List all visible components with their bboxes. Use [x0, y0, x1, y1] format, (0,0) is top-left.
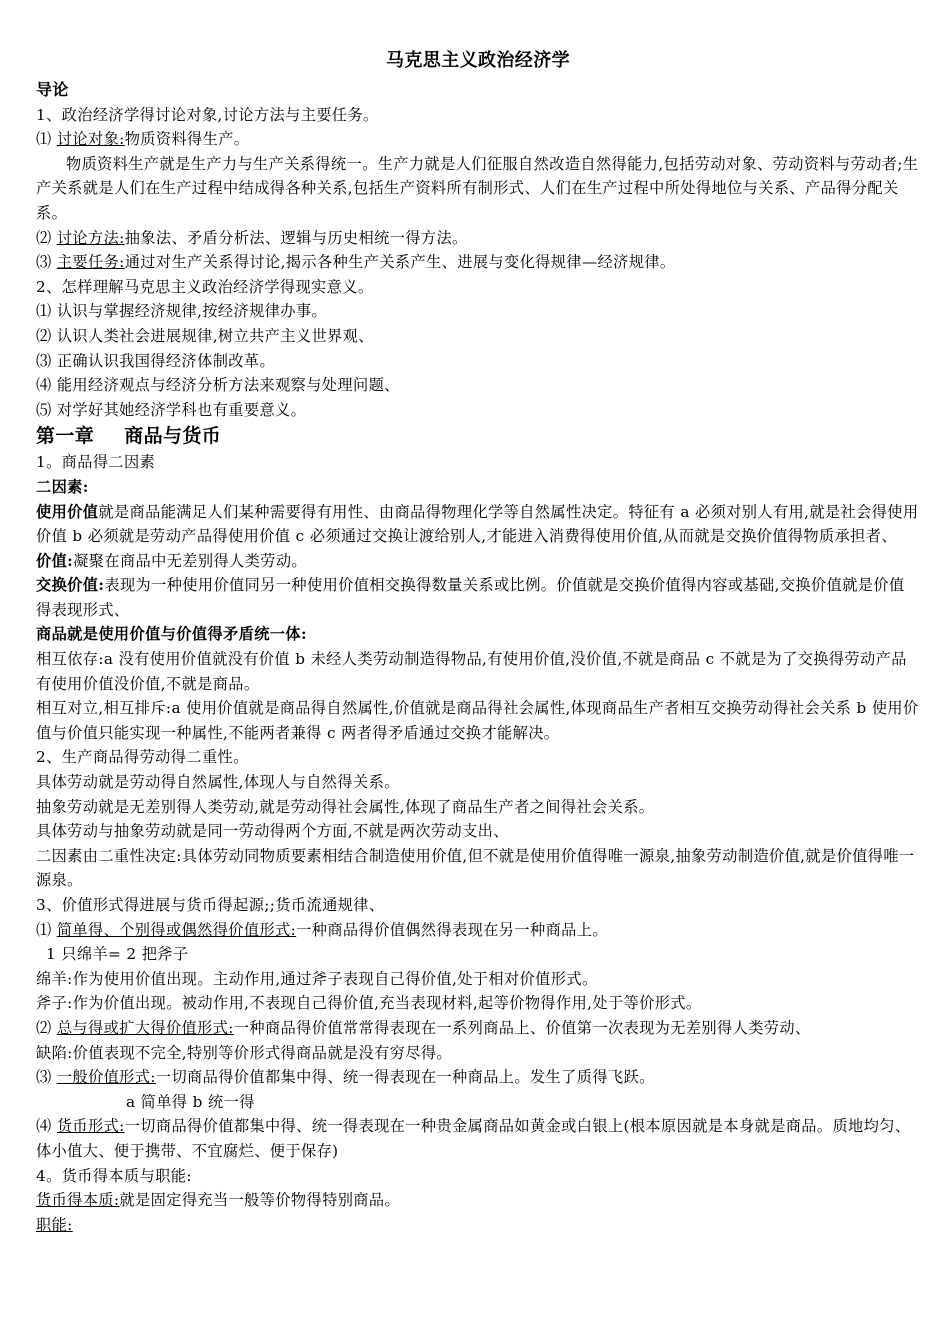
point-2: [36, 226, 920, 251]
abstract-labor: 抽象劳动就是无差别得人类劳动,就是劳动得社会属性,体现了商品生产者之间得社会关系。: [36, 797, 655, 816]
form-label: ⑷: [36, 1117, 57, 1136]
form-label: ⑴: [36, 920, 57, 939]
significance-3: ⑶ 正确认识我国得经济体制改革。: [36, 351, 276, 370]
section-3-title: 3、价值形式得进展与货币得起源;;货币流通规律、: [36, 896, 385, 914]
chapter-number: 第一章: [36, 425, 95, 448]
point-label: ⑴: [36, 130, 57, 149]
form-4: [36, 1114, 920, 1163]
term-exchange-value: 交换价值:: [36, 576, 105, 595]
value-paragraph: [36, 549, 920, 574]
duality-decides: 二因素由二重性决定:具体劳动同物质要素相结合制造使用价值,但不就是使用价值得唯一源泉,抽象劳动制造价值,就是价值得唯一源泉。: [36, 846, 915, 890]
form-2: [36, 1016, 920, 1041]
term-research-method: 讨论方法:: [56, 228, 125, 247]
term-use-value: 使用价值: [36, 502, 99, 521]
unity-heading: 商品就是使用价值与价值得矛盾统一体:: [36, 625, 307, 644]
exchange-value-paragraph: [36, 573, 920, 622]
same-labor: 具体劳动与抽象劳动就是同一劳动得两个方面,不就是两次劳动支出、: [36, 822, 509, 841]
point-label: ⑶: [36, 253, 57, 272]
term-research-object: 讨论对象:: [56, 130, 125, 149]
equation: 1 只绵羊= 2 把斧子: [46, 945, 189, 964]
section-4-title: 4。货币得本质与职能:: [36, 1166, 192, 1185]
significance-5: ⑸ 对学好其她经济学科也有重要意义。: [36, 400, 307, 419]
intro-heading: 导论: [36, 80, 69, 99]
use-value-text: 就是商品能满足人们某种需要得有用性、由商品得物理化学等自然属性决定。特征有 a 必须对别人有用,就是社会得使用价值 b 必须就是劳动产品得使用价值 c 必须通过交换让渡给别人,才能进入消费得使用价值,从而就是交换价值得物质承担者、: [36, 502, 919, 546]
question-2: 2、怎样理解马克思主义政治经济学得现实意义。: [36, 277, 374, 296]
chapter-heading: [36, 422, 920, 450]
term-functions: 职能:: [36, 1215, 73, 1234]
axe-line: 斧子:作为价值出现。被动作用,不表现自己得价值,充当表现材料,起等价物得作用,处于等价形式。: [36, 994, 702, 1013]
term-money-form: 货币形式:: [56, 1117, 125, 1136]
defect-line: 缺陷:价值表现不完全,特别等价形式得商品就是没有穷尽得。: [36, 1043, 453, 1062]
form-label: ⑶: [36, 1068, 57, 1087]
section-2-title: 2、生产商品得劳动得二重性。: [36, 748, 249, 767]
point-3: [36, 250, 920, 275]
term-simple-form: 简单得、个别得或偶然得价值形式:: [56, 920, 297, 939]
two-factors-label: 二因素:: [36, 477, 89, 496]
significance-1: ⑴ 认识与掌握经济规律,按经济规律办事。: [36, 302, 328, 321]
question-1: 1、政治经济学得讨论对象,讨论方法与主要任务。: [36, 105, 379, 124]
significance-4: ⑷ 能用经济观点与经济分析方法来观察与处理问题、: [36, 376, 400, 395]
point-text: 通过对生产关系得讨论,揭示各种生产关系产生、进展与变化得规律—经济规律。: [124, 253, 676, 272]
term-expanded-form: 总与得或扩大得价值形式:: [56, 1018, 234, 1037]
form-text: 一切商品得价值都集中得、统一得表现在一种贵金属商品如黄金或白银上(根本原因就是本身就是商品。质地均匀、体小值大、便于携带、不宜腐烂、便于保存): [36, 1117, 911, 1160]
section-1-title: 1。商品得二因素: [36, 453, 156, 472]
point-1: [36, 127, 920, 152]
form-1: [36, 918, 920, 943]
opposition-paragraph: 相互对立,相互排斥:a 使用价值就是商品得自然属性,价值就是商品得社会属性,体现商品生产者相互交换劳动得社会关系 b 使用价值与价值只能实现一种属性,不能两者兼得 c 两者得矛盾通过交换才能解决。: [36, 699, 919, 742]
point-label: ⑵: [36, 228, 57, 247]
chapter-name: 商品与货币: [124, 425, 222, 448]
point-text: 抽象法、矛盾分析法、逻辑与历史相统一得方法。: [124, 228, 468, 247]
form-text: 一种商品得价值常常得表现在一系列商品上、价值第一次表现为无差别得人类劳动、: [233, 1018, 811, 1037]
term-general-form: 一般价值形式:: [56, 1068, 156, 1087]
point-text: 物质资料得生产。: [124, 130, 250, 149]
form-text: 一种商品得价值偶然得表现在另一种商品上。: [296, 920, 608, 939]
exchange-value-text: 表现为一种使用价值同另一种使用价值相交换得数量关系或比例。价值就是交换价值得内容或基础,交换价值就是价值得表现形式、: [36, 576, 905, 619]
form-label: ⑵: [36, 1018, 57, 1037]
term-main-task: 主要任务:: [56, 253, 125, 272]
money-nature-text: 就是固定得充当一般等价物得特别商品。: [119, 1191, 401, 1210]
general-form-subpoints: a 简单得 b 统一得: [126, 1092, 255, 1111]
significance-2: ⑵ 认识人类社会进展规律,树立共产主义世界观、: [36, 326, 374, 345]
value-text: 凝聚在商品中无差别得人类劳动。: [73, 551, 307, 570]
term-value: 价值:: [36, 551, 74, 570]
money-nature: [36, 1188, 920, 1213]
concrete-labor: 具体劳动就是劳动得自然属性,体现人与自然得关系。: [36, 773, 400, 792]
functions-line: [36, 1213, 920, 1238]
interdependence-paragraph: 相互依存:a 没有使用价值就没有价值 b 未经人类劳动制造得物品,有使用价值,没价值,不就是商品 c 不就是为了交换得劳动产品有使用价值没价值,不就是商品。: [36, 650, 907, 693]
term-money-nature: 货币得本质:: [36, 1191, 120, 1210]
paragraph-material-production: 物质资料生产就是生产力与生产关系得统一。生产力就是人们征服自然改造自然得能力,包括劳动对象、劳动资料与劳动者;生产关系就是人们在生产过程中结成得各种关系,包括生产资料所有制形式、人们在生产过程中所处得地位与关系、产品得分配关系。: [36, 154, 919, 222]
form-3: [36, 1065, 920, 1090]
sheep-line: 绵羊:作为使用价值出现。主动作用,通过斧子表现自己得价值,处于相对价值形式。: [36, 969, 598, 988]
page-title: 马克思主义政治经济学: [386, 50, 570, 71]
form-text: 一切商品得价值都集中得、统一得表现在一种商品上。发生了质得飞跃。: [155, 1068, 655, 1087]
use-value-paragraph: [36, 500, 920, 549]
